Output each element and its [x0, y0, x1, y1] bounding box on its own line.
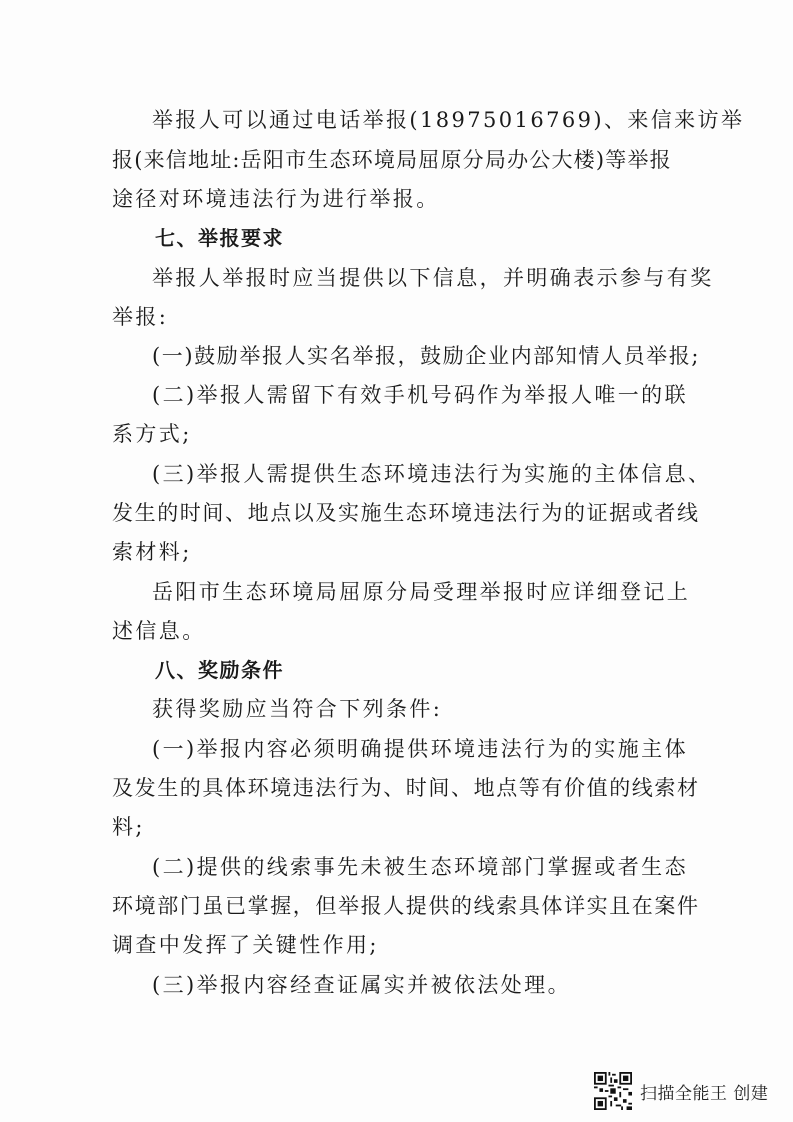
- text-line: 索材料;: [112, 540, 192, 564]
- text-line: 发生的时间、地点以及实施生态环境违法行为的证据或者线: [112, 501, 700, 525]
- text-line: 述信息。: [112, 619, 206, 643]
- text-line: 调查中发挥了关键性作用;: [112, 933, 379, 957]
- text-line: 举报人举报时应当提供以下信息，并明确表示参与有奖: [152, 266, 714, 290]
- text-line: 报(来信地址:岳阳市生态环境局屈原分局办公大楼)等举报: [112, 148, 672, 172]
- text-line: 环境部门虽已掌握，但举报人提供的线索具体详实且在案件: [112, 894, 700, 918]
- scanner-brand-label: 扫描全能王 创建: [640, 1083, 769, 1104]
- text-line: 途径对环境违法行为进行举报。: [112, 187, 440, 211]
- list-item: (一)鼓励举报人实名举报，鼓励企业内部知情人员举报;: [152, 344, 701, 368]
- text-line: 岳阳市生态环境局屈原分局受理举报时应详细登记上: [152, 580, 691, 604]
- list-item: (一)举报内容必须明确提供环境违法行为的实施主体: [152, 737, 688, 761]
- list-item: (二)举报人需留下有效手机号码作为举报人唯一的联: [152, 383, 688, 407]
- scanner-watermark: [594, 1070, 774, 1112]
- text-line: 系方式;: [112, 422, 192, 446]
- list-item: (三)举报内容经查证属实并被依法处理。: [152, 973, 571, 997]
- list-item: (二)提供的线索事先未被生态环境部门掌握或者生态: [152, 855, 688, 879]
- text-line: 获得奖励应当符合下列条件:: [152, 697, 443, 721]
- text-line: 举报人可以通过电话举报(18975016769)、来信来访举: [152, 108, 745, 132]
- list-item: (三)举报人需提供生态环境违法行为实施的主体信息、: [152, 462, 712, 486]
- text-line: 料;: [112, 815, 145, 839]
- section-heading-7: 七、举报要求: [155, 226, 284, 250]
- text-line: 及发生的具体环境违法行为、时间、地点等有价值的线索材: [112, 776, 700, 800]
- text-line: 举报:: [112, 305, 169, 329]
- qr-code-icon: [594, 1072, 632, 1110]
- section-heading-8: 八、奖励条件: [155, 658, 284, 682]
